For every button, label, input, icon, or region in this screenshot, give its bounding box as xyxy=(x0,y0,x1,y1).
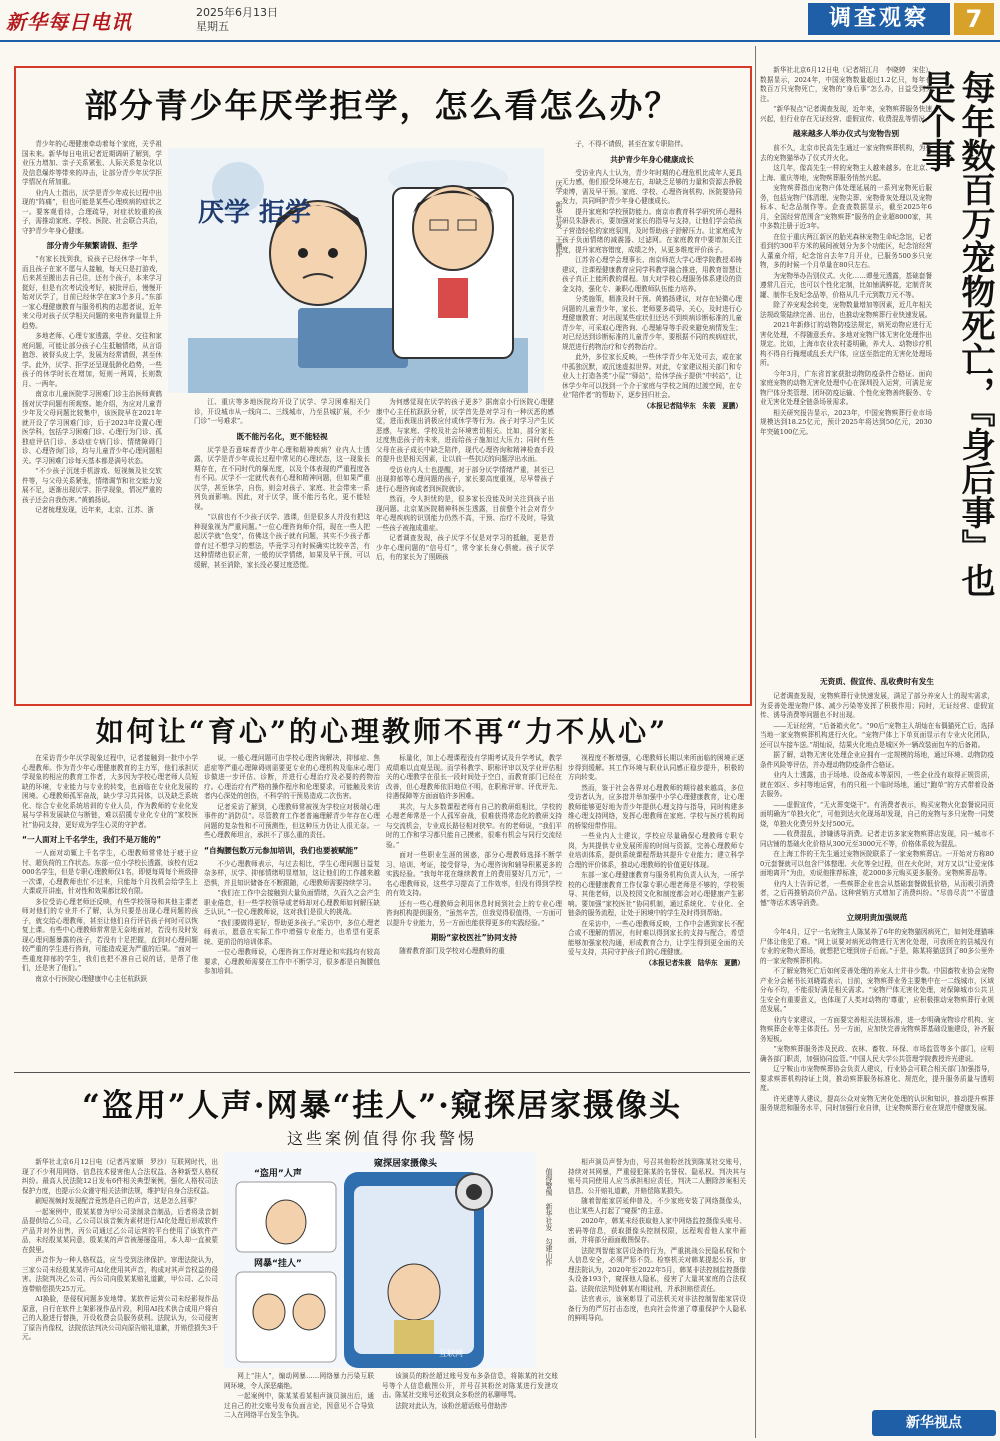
paragraph: 业内专家建议，一方面要完善相关法规标准，进一步明确宠物诊疗机构、宠物殡葬企业等主体责任。另一方面，应加快完善宠物殡葬基础设施建设，补齐服务短板。 xyxy=(760,1015,994,1043)
paragraph: 一人面对动辄上千名学生，心理教师常常处于疲于应付、超负荷的工作状态。东部一位小学校长透露，该校有近2000名学生，但是专职心理教师仅1名，即便每周每个班级排一次课，心理教师也忙不过来，只能每个月找机会给学生上大课或开讲座，针对性和效果都比较有限。 xyxy=(22,849,198,895)
paragraph: 刷短视频时发现配音竟然是自己的声音，这是怎么回事？ xyxy=(35,1197,201,1205)
paragraph: 今年4月，辽宁一名宠物主人陈某养了6年的宠物猫因病死亡，如何处理猫咪尸体让他犯了难。“网上说要对病死动物进行无害化处理，可我所在的县城没有专业的宠物火葬场，就想把它埋到房子后面。”于是，陈某将猫送到了80多公里外的一家宠物殡葬机构。 xyxy=(760,928,994,965)
paragraph: 相关研究报告显示，2023年，中国宠物殡葬行业市场规模达到18.25亿元，预计2025年将达到50亿元，2030年突破100亿元。 xyxy=(760,408,932,436)
article1-subhead3: 共护青少年身心健康成长 xyxy=(610,154,694,164)
paragraph: 子，不得不请假，甚至在家专职陪伴。 xyxy=(575,140,688,148)
issue-date xyxy=(196,6,278,34)
paragraph: 随着智能家居延伸普及，不少家庭安装了网络摄像头，也让某些人打起了“窥探”的主意。 xyxy=(568,1197,746,1215)
article1-subhead2: 既不能污名化，更不能轻视 xyxy=(236,431,328,441)
paragraph: 一起案例中，陈某某看某相声演员演出后，通过自己的社交账号发布负面言论，因意见不合导致二人在网络平台发生争执。 xyxy=(224,1392,374,1419)
weekday-text: 星期五 xyxy=(196,20,229,33)
article1-col1-paras xyxy=(22,140,162,236)
article1-illustration xyxy=(168,148,544,393)
article1-col2-paras xyxy=(194,398,370,427)
paragraph: 2020年，韩某未经获取他人家中网络监控摄像头账号、密码等信息，获取摄像头控制权限，远程观看他人家中画面，并将部分画面截图保存。 xyxy=(568,1217,746,1244)
paragraph: 这几年，像高先生一样的宠物主人越来越多。在北京、上海、重庆等地，宠物殡葬服务悄然兴起。 xyxy=(760,164,932,182)
masthead-rule xyxy=(0,40,1000,42)
article1-title[interactable]: 部分青少年厌学拒学，怎么看怎么办？ xyxy=(84,86,680,125)
paragraph: 东部一家心理健康教育与服务机构负责人认为，一所学校的心理健康教育工作仅靠专职心理老师是不够的，学校领导、其他老师，以及校园文化和制度都会对心理健康产生影响。要加强“家校医社”协同机制，通过系统化、专业化、全链条的服务流程，让处于困境中的学生及时得到帮助。 xyxy=(568,871,744,917)
paragraph: ——虚假宣传，“无火葬变烧干”。有消费者表示，购买宠物火化套餐说同页面明确为“单独火化”，可他到达火化现场却发现，自己的宠物与多只宠物一同焚烧，单独火化费另外支付500元。 xyxy=(760,800,994,828)
illustration-label-3: 网暴“挂人” xyxy=(254,1259,302,1269)
paragraph: “新华视点”记者调查发现，近年来，宠物殡葬服务快速兴起，但行业存在无证经营、虚假宣传、收费混乱等情况。 xyxy=(760,105,932,123)
article2-subhead2: “自掏腰包数万元参加培训，我们也要被赋能” xyxy=(204,845,359,855)
article2-col4-paras xyxy=(568,754,744,958)
paragraph: 法院判智能家居设备的行为，严重挑战公民隐私权和个人信息安全，必须严惩不贷。检察机关对韩某提起公诉，审理法院认为，2020年至2022年5月，韩某非法控制监控摄像头设备193个，窥探他人隐私，侵害了大量其家庭的合法权益。法院依法判处韩某有期徒刑，并承担赔偿责任。 xyxy=(568,1246,746,1293)
paragraph: 厌学是否意味着青少年心理和精神疾病？业内人士透露，厌学是青少年成长过程中常见的心理状态，这一现象长期存在，在不同时代的爆光度，以及个体表现的严重程度各有不同。厌学不一定就代表有心理和精神问题，但如果严重厌学，甚至休学，自伤，则会对孩子、家庭、社会带来一系列负面影响。因此，对于厌学，既不能污名化，更不能轻视。 xyxy=(194,445,370,511)
article3-title[interactable]: “盗用”人声·网暴“挂人”·窥探居家摄像头 xyxy=(82,1088,682,1124)
paragraph: 宠物殡葬指由宠物户体处理延展的一系列宠物死后服务，包括宠物尸体清理、宠物尖葬、宠物骨灰处理以及宠物标本、纪念品制作等。企查查数据显示，截至2025年6月，全国经营范围含“宠物殡葬”服务的企业超8000家，其中多数注册于近3年。 xyxy=(760,184,932,230)
section-name: 调查观察 xyxy=(808,3,950,35)
illustration-label: 厌学 拒学 xyxy=(198,198,312,228)
article2-title[interactable]: 如何让“育心”的心理教师不再“力不从心” xyxy=(95,715,669,748)
illustration-label-4: 互联网 xyxy=(439,1349,463,1358)
paragraph: 然而，鉴于社会各界对心理教师的期待越来越高，多位受访者认为，应多措并举加强中小学心理健康教育，让心理教师能够更好地为青少年提供心理支持与指导，同时构建多维心理支持网络，发挥心理教师在家庭、学校与医疗机构间的桥梁纽带作用。 xyxy=(568,783,744,830)
section-divider xyxy=(14,1072,750,1073)
paragraph: ——无证经营，“后备箱火化”。“90后”宠物主人胡灿在布偶猫死亡后，选择当地一家宠物殡葬机构进行火化。“宠物尸体上下单页面显示有专业火化团队，还可以车接车送。”胡灿说，结果火化地点是城区外一辆改装面包车的后备箱。 xyxy=(760,721,994,749)
paragraph: 江、重庆等多地医院均开设了厌学、学习困难相关门诊，开设城市从一线向二、三线城市，乃至县城扩展，不少门诊“一号难求”。 xyxy=(194,398,370,425)
article2-col2 xyxy=(204,754,380,1066)
article1-reporter: （本报记者陆华东 朱筱 夏鹏） xyxy=(643,401,742,410)
article1-illustration-credit: 厌学 新华社发 王鹏作 xyxy=(555,180,563,257)
article1-col4b-paras xyxy=(562,169,742,401)
paragraph: 随着教育部门及学校对心理教师的重 xyxy=(399,947,505,955)
paragraph: 视程度不断增强，心理教师长期以来所面临的困境正逐步得到缓解。其工作环境与职业认同感正稳步提升，积极的方向转变。 xyxy=(568,754,744,781)
article1-col1b-paras xyxy=(22,255,162,516)
paragraph: 分类施策，精准及时干预。黄鹤扬建议，对存在轻微心理问题的儿童青少年，家长、老师要多疏导、关心，及时进行心理健康教育；对出现某些症状但还达不到疾病诊断标准的儿童青少年，可采取心理咨询、心理辅导等手段来避免病情发生；对已经达到诊断标准的儿童青少年，要根据不同的疾病症状，规范进行药物治疗和专药物治疗。 xyxy=(562,295,742,351)
sidebar-subhead1: 越来越多人举办仪式与宠物告别 xyxy=(792,129,900,138)
article2-reporter: （本报记者朱筱 陆华东 夏鹏） xyxy=(645,958,744,967)
paragraph: 许光建等人建议，提高公众对宠物无害化处理的认识和知识，推动提升殡葬服务规范和服务水平，同时加强行业自律，让宠物殡葬行业在规范中健康发展。 xyxy=(760,1094,994,1112)
paragraph: 受访业内人士认为，青少年时期的心理危机比成年人更具无力感，他们很受环境左右，却缺乏足够的力量和资源去挣脱束缚，需及早干预。家庭、学校、心理咨询机构、医院要协同发力，共同呵护青少年身心健康成长。 xyxy=(562,168,742,205)
article1-col3 xyxy=(376,398,554,694)
paragraph: 业内人士告诉记者，一些殡葬企业也会从基础套餐做低价格，从而吸引消费者，之后再推销高价产品。这种营销方式增加了消费纠纷。“尽兽尽责”“不留遗憾”等话术诱导消费。 xyxy=(760,879,994,907)
paragraph: 多地老师、心理专家透露，学业、交往和家庭问题，可能让部分孩子心生抵触情绪，从言语抱怨、被督头皮上学，发展为经常请假，甚至休学。此外，厌学、拒学还呈现低龄化趋势，一些孩子的休学时长在增加，短则一两周，长则数月、一两年。 xyxy=(22,332,162,388)
paragraph: 新华社北京6月12日电（记者冯家顺 罗沙）互联网时代，出现了不少利用网络、信息技术侵害他人合法权益、各种新型人格权纠纷。最高人民法院12日发布6件相关典型案例，强化人格权司法保护力度，也提示公众谨守相关法律法规，维护好自身合法权益。 xyxy=(22,1158,218,1195)
paragraph: 网上“挂人”，煽动网暴……网络暴力污染互联网环境，令人深恶痛绝。 xyxy=(224,1372,374,1390)
article3-col1-paras xyxy=(22,1158,218,1343)
article2-col2b-paras xyxy=(204,860,380,977)
article1-col2 xyxy=(194,398,370,694)
paragraph: 在位于重庆两江新区的胎光森林宠物生命纪念馆，记者看到约300平方米的展间被划分为多个功能区，纪念馆经营人董童介绍，纪念馆自去年7月开业，已服务500多只宠物，多的时候一个月单量在80只左右。 xyxy=(760,232,932,269)
sidebar-title[interactable]: 每年数百万宠物死亡，『身后事』也是个事 xyxy=(915,70,995,597)
paragraph: 受访业内人士也提醒，对于部分厌学情绪严重，甚至已出现抑郁等心理问题的孩子，家长要高度重视，尽早带孩子进行心理咨询或者到医院就诊。 xyxy=(376,465,554,493)
paragraph: 不了解宠物死亡后如何妥善处理的养宠人士并非少数。中国畜牧业协会宠物产业分会秘书长刘晓霞表示，目前，宠物殡葬业务主要集中在一二线城市，区域分布不均，不能很好满足相关需求。“宠物尸体无害化处理，对保障城市公共卫生安全有重要意义，也体现了人类对动物的‘尊重’，应积极推动宠物殡葬行业规范发展。” xyxy=(760,967,994,1013)
article3-illustration-credit: 值得警惕 新华社发 勾建山作 xyxy=(545,1168,553,1266)
paragraph: “以前也有不少孩子厌学、逃课，但是很多人并没有把这种现象视为严重问题。”一位心理咨询师介绍，现在一些人把起厌学就“色变”，仿佛这个孩子就有问题，其实不少孩子都曾有过不想学习的想法，毕竟学习有时候确实比较辛苦，有这种情绪也很正常，一般的厌学情绪，如果及早干预，可以缓解，甚至消除，家长没必要过度恐慌。 xyxy=(194,513,370,569)
paragraph: 面对一些职业生涯的困惑，部分心理教师选择不断学习、培训、考证，接受督导，为心理咨询和辅导积累更多的实践经验。“我每年花在继续教育上的费用要好几万元”，一名心理教师说，这些学习提高了工作效率，但没有得到学校的有效支持。 xyxy=(386,851,562,897)
paragraph: ——收费混乱，涉嫌诱导消费。记者走访多家宠物殡葬店发现，同一城市不同店铺的基础火化价格从300元至3000元不等，价格体系较为混乱。 xyxy=(760,830,994,848)
article2-col4 xyxy=(568,754,744,1066)
article1-col4-paras xyxy=(562,140,742,150)
paragraph: 其次，与大多数课程老师有自己的教研组相比，学校的心理老师常是一个人孤军奋战，很难获得常态化的教研支持与交流机会，专业成长路径相对狭窄。有的老师说，“我们平时的工作和学习都只能自己摸索，很难有机会与同行交流经验。” xyxy=(386,802,562,849)
article3-col3-paras xyxy=(382,1372,558,1411)
paragraph: 提升家庭和学校预防能力。南京市教育科学研究所心理科研员朱静表示，要加强对家长的指导与支持，让他们学会给孩子营造轻松的家庭氛围，及时帮助孩子舒解压力。让家庭成为孩子负面情绪的减震器、过滤网。在家庭教育中要增加关注度，提升家庭容错度，成绩之外，从更多维度评价孩子。 xyxy=(562,207,742,254)
illustration-label-2: “盗用”人声 xyxy=(254,1169,302,1179)
paragraph: 声音作为一种人格权益，应当受到法律保护。审理法院认为，三家公司未经殷某某许可AI化使用其声音，构成对其声音权益的侵害。法院判决乙公司、丙公司向殷某某赔礼道歉，甲公司、乙公司连带赔偿损失25万元。 xyxy=(22,1256,218,1293)
paragraph: 南京市儿童医院学习困难门诊主治医师黄鹤扬对厌学问题有所观察。她介绍，为应对儿童青少年及父母问题比较集中，该医院早在2021年就开设了学习困难门诊，后于2023年设置心理医学科，包括学习困难门诊、心理行为门诊、孤独症评估门诊、多动症专病门诊、情绪障碍门诊、心理咨询门诊，均与儿童青少年心理问题相关。学习困难门诊每天基本都是满号状态。 xyxy=(22,390,162,465)
paragraph: 该演员的粉丝超过账号发布多条信息，将陈某的社交账号等个人信息截图公开，并号召其粉丝对陈某进行发泄攻击。陈某社交账号还收到众多粉丝的私聊辱骂。 xyxy=(382,1372,558,1399)
article2-subhead1: “一人面对上千名学生，我们不是万能的” xyxy=(22,835,162,844)
paragraph: 此外，多位家长反映，一些休学青少年无处可去，或在家中孤独沉默，或沉迷虚拟世界。对此，专家建议相关部门和专业人士打造各类“小屋”“驿站”，给休学孩子提供“中转站”，让休学少年可以找到一个介于家庭与学校之间的过渡空间，在专业“陪伴者”的帮助下，逐步回归社会。 xyxy=(562,353,742,399)
paragraph: 在上海工作的王先生通过宠物医院联系了一家宠物殡葬店。一开始对方称800元套餐就可以包含尸体整理、火化等全过程，但在火化时，对方又以“让爱宠体面地离开”为由，劝说他推荐标准，花2000多元购买更多服务。宠物殡葬品等。 xyxy=(760,850,994,877)
sidebar-lower xyxy=(760,672,994,1408)
paragraph: 还有一些心理教师会利用休息时间到社会上的专业心理咨询机构提供服务，“虽然辛苦，但我觉得很值得，一方面可以提升专业能力，另一方面也能获得更多的实践经验。” xyxy=(386,899,562,927)
paragraph: 今年3月，广东省首家获批动物防疫条件合格证、面向家庭宠物的动物无害化处理中心在深圳投入运营，可满足宠物尸体分类管理、团环防疫运输、个性化宠物善终服务、专业无害化处理全链条场景需求。 xyxy=(760,369,932,406)
paragraph: 一位心理教师说，心理咨询工作对理论和实践均有较高要求，心理教师需要在工作中不断学习，很多都是自掏腰包参加培训。 xyxy=(204,948,380,975)
sidebar-col-c-paras xyxy=(760,928,994,1114)
article2-col3 xyxy=(386,754,562,1066)
page-number: 7 xyxy=(954,3,994,35)
paragraph: 业内人士透露，由于场地、设备成本等原因，一些企业没有取得正规资质，就在郊区、乡村等地运营，有的只租一个临时场地，通过“跑单”的方式带着设备去服务。 xyxy=(760,771,994,798)
xinhua-viewpoint-logo: 新华视点 xyxy=(872,1410,996,1436)
paragraph: 法院对此认为，该粉丝超话账号借助涉 xyxy=(395,1401,508,1410)
illustration-label-1: 窥探居家摄像头 xyxy=(374,1159,438,1169)
paragraph: 除了养宠观念转变，宠物数量增加等因素，近几年相关法规政策陆续完善、出台，也推动宠物殡葬行业快速发展。 xyxy=(760,301,932,319)
paragraph: 记者梳理发现，近年来，北京、江苏、浙 xyxy=(35,506,154,514)
article1-col1 xyxy=(22,140,162,700)
article3-col4-paras xyxy=(568,1158,746,1324)
article3-col3 xyxy=(382,1372,558,1434)
paragraph: 辽宁鞍山市宠物殡葬协会负责人建议，行业协会可联合相关部门加强指导，要求殡葬机构持证上岗，推动殡葬服务标准化、规范化，提升服务质量与透明度。 xyxy=(760,1065,994,1092)
paragraph: “我们要做得更好，帮助更多孩子。”采访中，多位心理老师表示，愿意在实际工作中增强专业能力，也希望有更系统、更前沿的培训体系。 xyxy=(204,918,380,946)
paragraph: 一起案例中，殷某某曾为甲公司录制录音制品，后者将录音制品提供给乙公司，乙公司以该音频为素材进行AI化处理后形成软件产品并对外出售，丙公司通过乙公司运营的平台使用了该软件产品，未经殷某某同意，殷某某的声音被屡屡盗用，本人却一直被蒙在鼓里。 xyxy=(22,1207,218,1254)
paragraph: 记者采访了解到，心理教师常被视为学校应对极端心理事件的“消防员”。尽管教育工作者普遍理解青少年存在心理问题的复杂性和不可预测性，但这种压力仍让人很无奈。一些心理教师坦言，承担不了那么重的责任。 xyxy=(204,802,380,839)
paragraph: 标量化，加上心理课程没有学期考试及升学考试，教学成绩难以直观呈现。而学科教学、职称评审以及学业评估相关的心理教学在很长一段时间处于空白，而教育部门已经在改善，但心理教师依旧地位不明，在职称评审、评优评先、待遇保障等方面面临许多困难。 xyxy=(386,754,562,800)
paragraph: 多位受访心理老师还反映，有些学校领导和其他主课老师对他们的专业并不了解，认为只要是出现心理问题的孩子，就交给心理教师，甚至让他们自行评估孩子何时可以恢复上课。有些中心理教师常常是无奈地面对，若没有及时发现心理问题暴露的孩子，若没有十足把握，直到对心理问题较严重的学生进行咨询，可能造成更为严重的后果。“面对一些重度抑郁的学生，我们也把不准自己说的话，是帮了他们，还是害了他们。” xyxy=(22,897,198,972)
paragraph: 江苏省心理学会理事长、南京师范大学心理学院教授邓铸建议，注课程健康教育应同学科教学融合推进，用教育智慧让孩子真正上能所教的课程。加大对学校心理服务体系建设的资金支持，强化专、兼职心理教师队伍能力培养。 xyxy=(562,256,742,293)
paragraph: 据了解，动物无害化处理企业应拥有一定规模的场地，通过环境、动物防疫条件风险等评估，并办理动物防疫条件合格证。 xyxy=(760,751,994,769)
article3-col2 xyxy=(224,1372,374,1434)
paragraph: 青少年的心理健康牵动着每个家庭，关乎祖国未来。新华每日电讯记者近期调研了解到，学业压力增加、亲子关系紧张、人际关系复杂化以及信息爆炸等带来的冲击，让部分青少年厌学拒学情况有所加重。 xyxy=(22,140,162,186)
paragraph: 说，一般心理问题可由学校心理咨询解决，抑郁症、焦虑症等严重心理障碍则需要更专业的心理机构及临床心理门诊做进一步评估、诊断，并进行心理治疗及必要的药物治疗。心理治疗有严格的操作程序和伦理要求，可能触及来访者内心深处的创伤，不科学的干预易造成二次伤害。 xyxy=(204,754,380,800)
article3-col1 xyxy=(22,1158,218,1434)
article3-illustration xyxy=(224,1152,536,1368)
cartoon-graphic xyxy=(168,148,544,393)
article1-col4 xyxy=(562,140,742,696)
paragraph: 记者调查发现，宠物殡葬行业快速发展，满足了部分养宠人士的现实需求，为妥善处理宠物尸体、减少污染等发挥了积极作用；同时，无证经营、虚假宣传、诱导消费等问题也不时出现。 xyxy=(760,692,994,719)
paragraph: “宠物殡葬服务涉及民政、农林、畜牧、环保、市场监管等多个部门，应明确各部门职责，加强协同监管。”中国人民大学公共管理学院教授许光建说。 xyxy=(760,1045,994,1063)
article2-col1-paras xyxy=(22,754,198,830)
paragraph: 然而，令人担忧的是，很多家长没能及时关注到孩子出现问题。北京某医院精神科医生透露，目前整个社会对青少年心理疾病的识别能力仍然不高，干预、治疗不及时，导致一些孩子被拖成重症。 xyxy=(376,495,554,532)
paragraph: “有家长找到我，说孩子已经休学一年半，而且孩子在家不愿与人接触，每天只是打游戏，后来甚至搬出去自己住，还有个孩子，本来学习挺好，但是有次考试没考好，被批评后，慢慢开始对厌学了，目前已经休学在家3个多月。”东部一家心理健康教育与服务机构的志愿者说，近年来父母对孩子厌学相关问题的来电咨询量显上升趋势。 xyxy=(22,255,162,330)
paragraph: 新华社北京6月12日电（记者胡江月 李晓婷 宋佳）数据显示，2024年，中国宠物数量超过1.2亿只，每年有数百万只宠物死亡，宠物的“身后事”怎么办，日益受到关注。 xyxy=(760,66,932,103)
paragraph: “我们在工作中会接触到大量负面情绪，久而久之会产生职业倦怠，但一些学校领导或老师却对心理教师如何解压缺乏认识。”一位心理教师说，这对我们是很大的挑战。 xyxy=(204,889,380,916)
paragraph: 在采访青少年厌学现象过程中，记者接触到一批中小学心理教师。作为青少年心理健康教育的主力军，他们承担厌学现象的相应的教育工作者，大多因为学校心理老师人员短缺的环境，专业能力与专业的转变，也面临在专业化发展的困境。心理教师孤军奋战，缺少学习共同体，以及缺乏系统化、综合专业化系统培训的专业人员，作为教师的专业化发展与学科发展缺位与断链，难以招揽专业化专业的“家校医社”协同支持，更好成为学生心灵的守护者。 xyxy=(22,754,198,829)
paragraph: “不少孩子沉迷手机游戏、短视频及社交软件等，与父母关系紧张，情绪调节和社交能力发展不足，逐渐出现厌学、拒学现象，情况严重的孩子还会自我伤害。”黄鹤扬说。 xyxy=(22,467,162,504)
paragraph: 法官表示，该案彰显了司法机关对非法控制智能家居设备行为的严厉打击态度，也向社会传递了尊重保护个人隐私的鲜明导向。 xyxy=(568,1295,746,1322)
newspaper-brand: 新华每日电讯 xyxy=(6,10,132,34)
article1-subhead1: 部分青少年频繁请假、拒学 xyxy=(46,241,138,250)
paragraph: 不少心理教师表示，与过去相比，学生心理问题日益复杂多样，厌学、抑郁情绪明显增加，这让他们的工作越来越恐惧，并且知识储备在不断跟随，心理教师需要持续学习。 xyxy=(204,859,380,887)
article3-col2-paras xyxy=(224,1372,374,1421)
article1-col3-paras xyxy=(376,398,554,563)
paragraph: 前不久，北京市民高先生通过一家宠物殡葬机构，为死去的宠物猫举办了仪式并火化。 xyxy=(760,144,932,162)
paragraph: 业内人士指出，厌学是青少年成长过程中出现的“阵痛”，但也可能是某些心理疾病的症状之一。要客观看待，合理疏导，对症状较重的孩子，需推动家庭、学校、医院、社会联合共治，守护青少年身心健康。 xyxy=(22,188,162,235)
paragraph: 记者调查发现，孩子厌学不仅是对学习的抵触，更是青少年心理问题的“信号灯”，常令家长身心俱疲。孩子厌学后，有的家长为了照顾孩 xyxy=(376,534,554,561)
paragraph: 在采访中，一些心理教师反映，工作中会遇到家长不配合或不理解的情况，有时难以得到家长的支持与配合，希望能够加强家校沟通，形成教育合力，让学生得到更全面的关爱与支持，共同守护孩子们的心理健康。 xyxy=(568,919,744,956)
column-divider xyxy=(755,46,756,1438)
date-text: 2025年6月13日 xyxy=(196,6,278,19)
article2-col1 xyxy=(22,754,198,1066)
article3-col4 xyxy=(568,1158,746,1434)
sidebar-col-a-paras xyxy=(760,144,932,437)
article2-subhead3: 期盼“家校医社”协同支持 xyxy=(431,933,517,942)
sidebar-subhead2: 无资质、假宣传、乱收费时有发生 xyxy=(820,677,934,686)
paragraph: 2021年新修订的动物防疫法规定，病死动物应进行无害化处理，不得随意丢弃。多地对宠物尸体无害化处理作出规定。比如，上海市农业农村委明确，养犬人、动物诊疗机构不得自行掩埋或乱丢犬尸体，应送至指定的无害化处理场所。 xyxy=(760,321,932,367)
paragraph: 一些业内人士建议，学校应尽量确保心理教师专职专岗，为其提供专业发展所需的时间与资源，完善心理教师专业培训体系，提供系统课程帮助其提升专业能力；建立科学合理的评价体系，推动心理教师的价值更好体现。 xyxy=(568,832,744,869)
paragraph: 为何感觉现在厌学的孩子更多？据南京小行医院心理健康中心主任杭跃跃分析，厌学首先是对学习有一种厌恶的感觉，进而表现出消极应付或休学等行为。孩子对学习产生厌恶感，与家庭、学校及社会环境密切相关。比如，部分家长过度焦虑孩子的未来，进而给孩子施加过大压力；同时有些父母在孩子成长中缺乏陪伴，现代心理咨询和精神检查手段的提升也是相关因素，让以前一些抗厌的问题浮出水面。 xyxy=(376,398,554,463)
article2-col2-paras xyxy=(204,754,380,841)
masthead xyxy=(0,0,1000,40)
sidebar-col-b-paras xyxy=(760,692,994,908)
article3-subtitle: 这些案例值得你我警惕 xyxy=(286,1129,477,1148)
paragraph: 相声演员声誉为由，号召其他粉丝找到陈某社交账号，持续对其网暴，严重侵犯陈某的名誉权、隐私权。判决其与账号共同使用人应当承担相应责任，判决二人删除涉案相关信息、公开赔礼道歉，并赔偿陈某损失。 xyxy=(568,1158,746,1195)
article2-col1b-paras xyxy=(22,849,198,984)
paragraph: 南京小行医院心理健康中心主任杭跃跃 xyxy=(35,974,148,983)
paragraph: AI换脸，是侵权问题多发地带。某软件运营公司未经影视作品原意，自行在软件上架影视作品片段，利用AI技术供合成用户将自己的人脸进行替换，开设收费会员服务获利。法院认为，公司侵害了原告肖像权，法院依法判决公司向原告赔礼道歉，并赔偿损失3千元。 xyxy=(22,1295,218,1341)
article2-col3-paras xyxy=(386,754,562,928)
sidebar-subhead3: 立规明责加强规范 xyxy=(846,913,908,922)
article2-col3b-paras xyxy=(386,947,562,957)
sidebar-intro-paras xyxy=(760,66,932,124)
paragraph: 为宠物举办告别仪式、火化……谭曼元透露，基础套餐遵常几百元，也可以个性化定制，比如铺满鲜花，定制青灰罐、制作毛发纪念品等，价格从几千元到数万元不等。 xyxy=(760,271,932,299)
article1-col2b-paras xyxy=(194,446,370,571)
